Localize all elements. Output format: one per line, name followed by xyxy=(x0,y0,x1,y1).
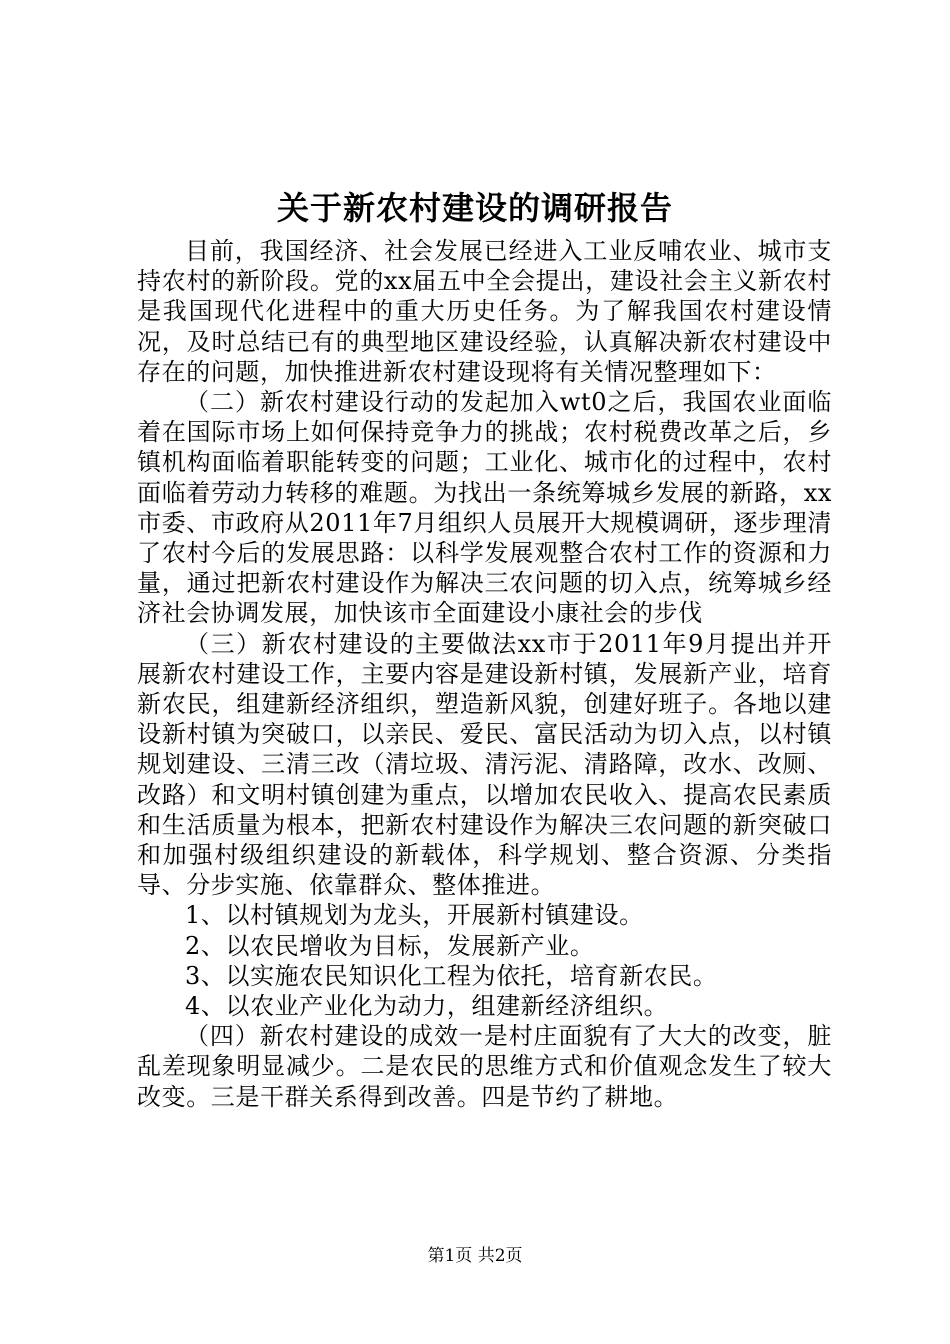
intro-paragraph: 目前，我国经济、社会发展已经进入工业反哺农业、城市支持农村的新阶段。党的xx届五中全会提出，建设社会主义新农村是我国现代化进程中的重大历史任务。为了解我国农村建设情况，及时总结已有的典型地区建设经验，认真解决新农村建设中存在的问题，加快推进新农村建设现将有关情况整理如下： xyxy=(137,237,832,386)
list-item-4: 4、以农业产业化为动力，组建新经济组织。 xyxy=(185,992,669,1021)
document-title: 关于新农村建设的调研报告 xyxy=(276,189,673,227)
section-four-paragraph: （四）新农村建设的成效一是村庄面貌有了大大的改变，脏乱差现象明显减少。二是农民的思维方式和价值观念发生了较大改变。三是干群关系得到改善。四是节约了耕地。 xyxy=(137,1022,832,1111)
document-body xyxy=(137,236,832,1112)
section-three-paragraph: （三）新农村建设的主要做法xx市于2011年9月提出并开展新农村建设工作，主要内容是建设新村镇，发展新产业，培育新农民，组建新经济组织，塑造新风貌，创建好班子。各地以建设新村镇为突破口，以亲民、爱民、富民活动为切入点，以村镇规划建设、三清三改（清垃圾、清污泥、清路障，改水、改厕、改路）和文明村镇创建为重点，以增加农民收入、提高农民素质和生活质量为根本，把新农村建设作为解决三农问题的新突破口和加强村级组织建设的新载体，科学规划、整合资源、分类指导、分步实施、依靠群众、整体推进。 xyxy=(137,629,832,900)
list-item-1: 1、以村镇规划为龙头，开展新村镇建设。 xyxy=(185,901,644,930)
list-item-2: 2、以农民增收为目标，发展新产业。 xyxy=(185,931,595,960)
page-number-footer: 第1页 共2页 xyxy=(427,1246,523,1266)
section-two-paragraph: （二）新农村建设行动的发起加入wt0之后，我国农业面临着在国际市场上如何保持竞争力的挑战；农村税费改革之后，乡镇机构面临着职能转变的问题；工业化、城市化的过程中，农村面临着劳动力转移的难题。为找出一条统筹城乡发展的新路，xx市委、市政府从2011年7月组织人员展开大规模调研，逐步理清了农村今后的发展思路：以科学发展观整合农村工作的资源和力量，通过把新农村建设作为解决三农问题的切入点，统筹城乡经济社会协调发展，加快该市全面建设小康社会的步伐 xyxy=(137,388,832,628)
list-item-3: 3、以实施农民知识化工程为依托，培育新农民。 xyxy=(185,961,718,990)
